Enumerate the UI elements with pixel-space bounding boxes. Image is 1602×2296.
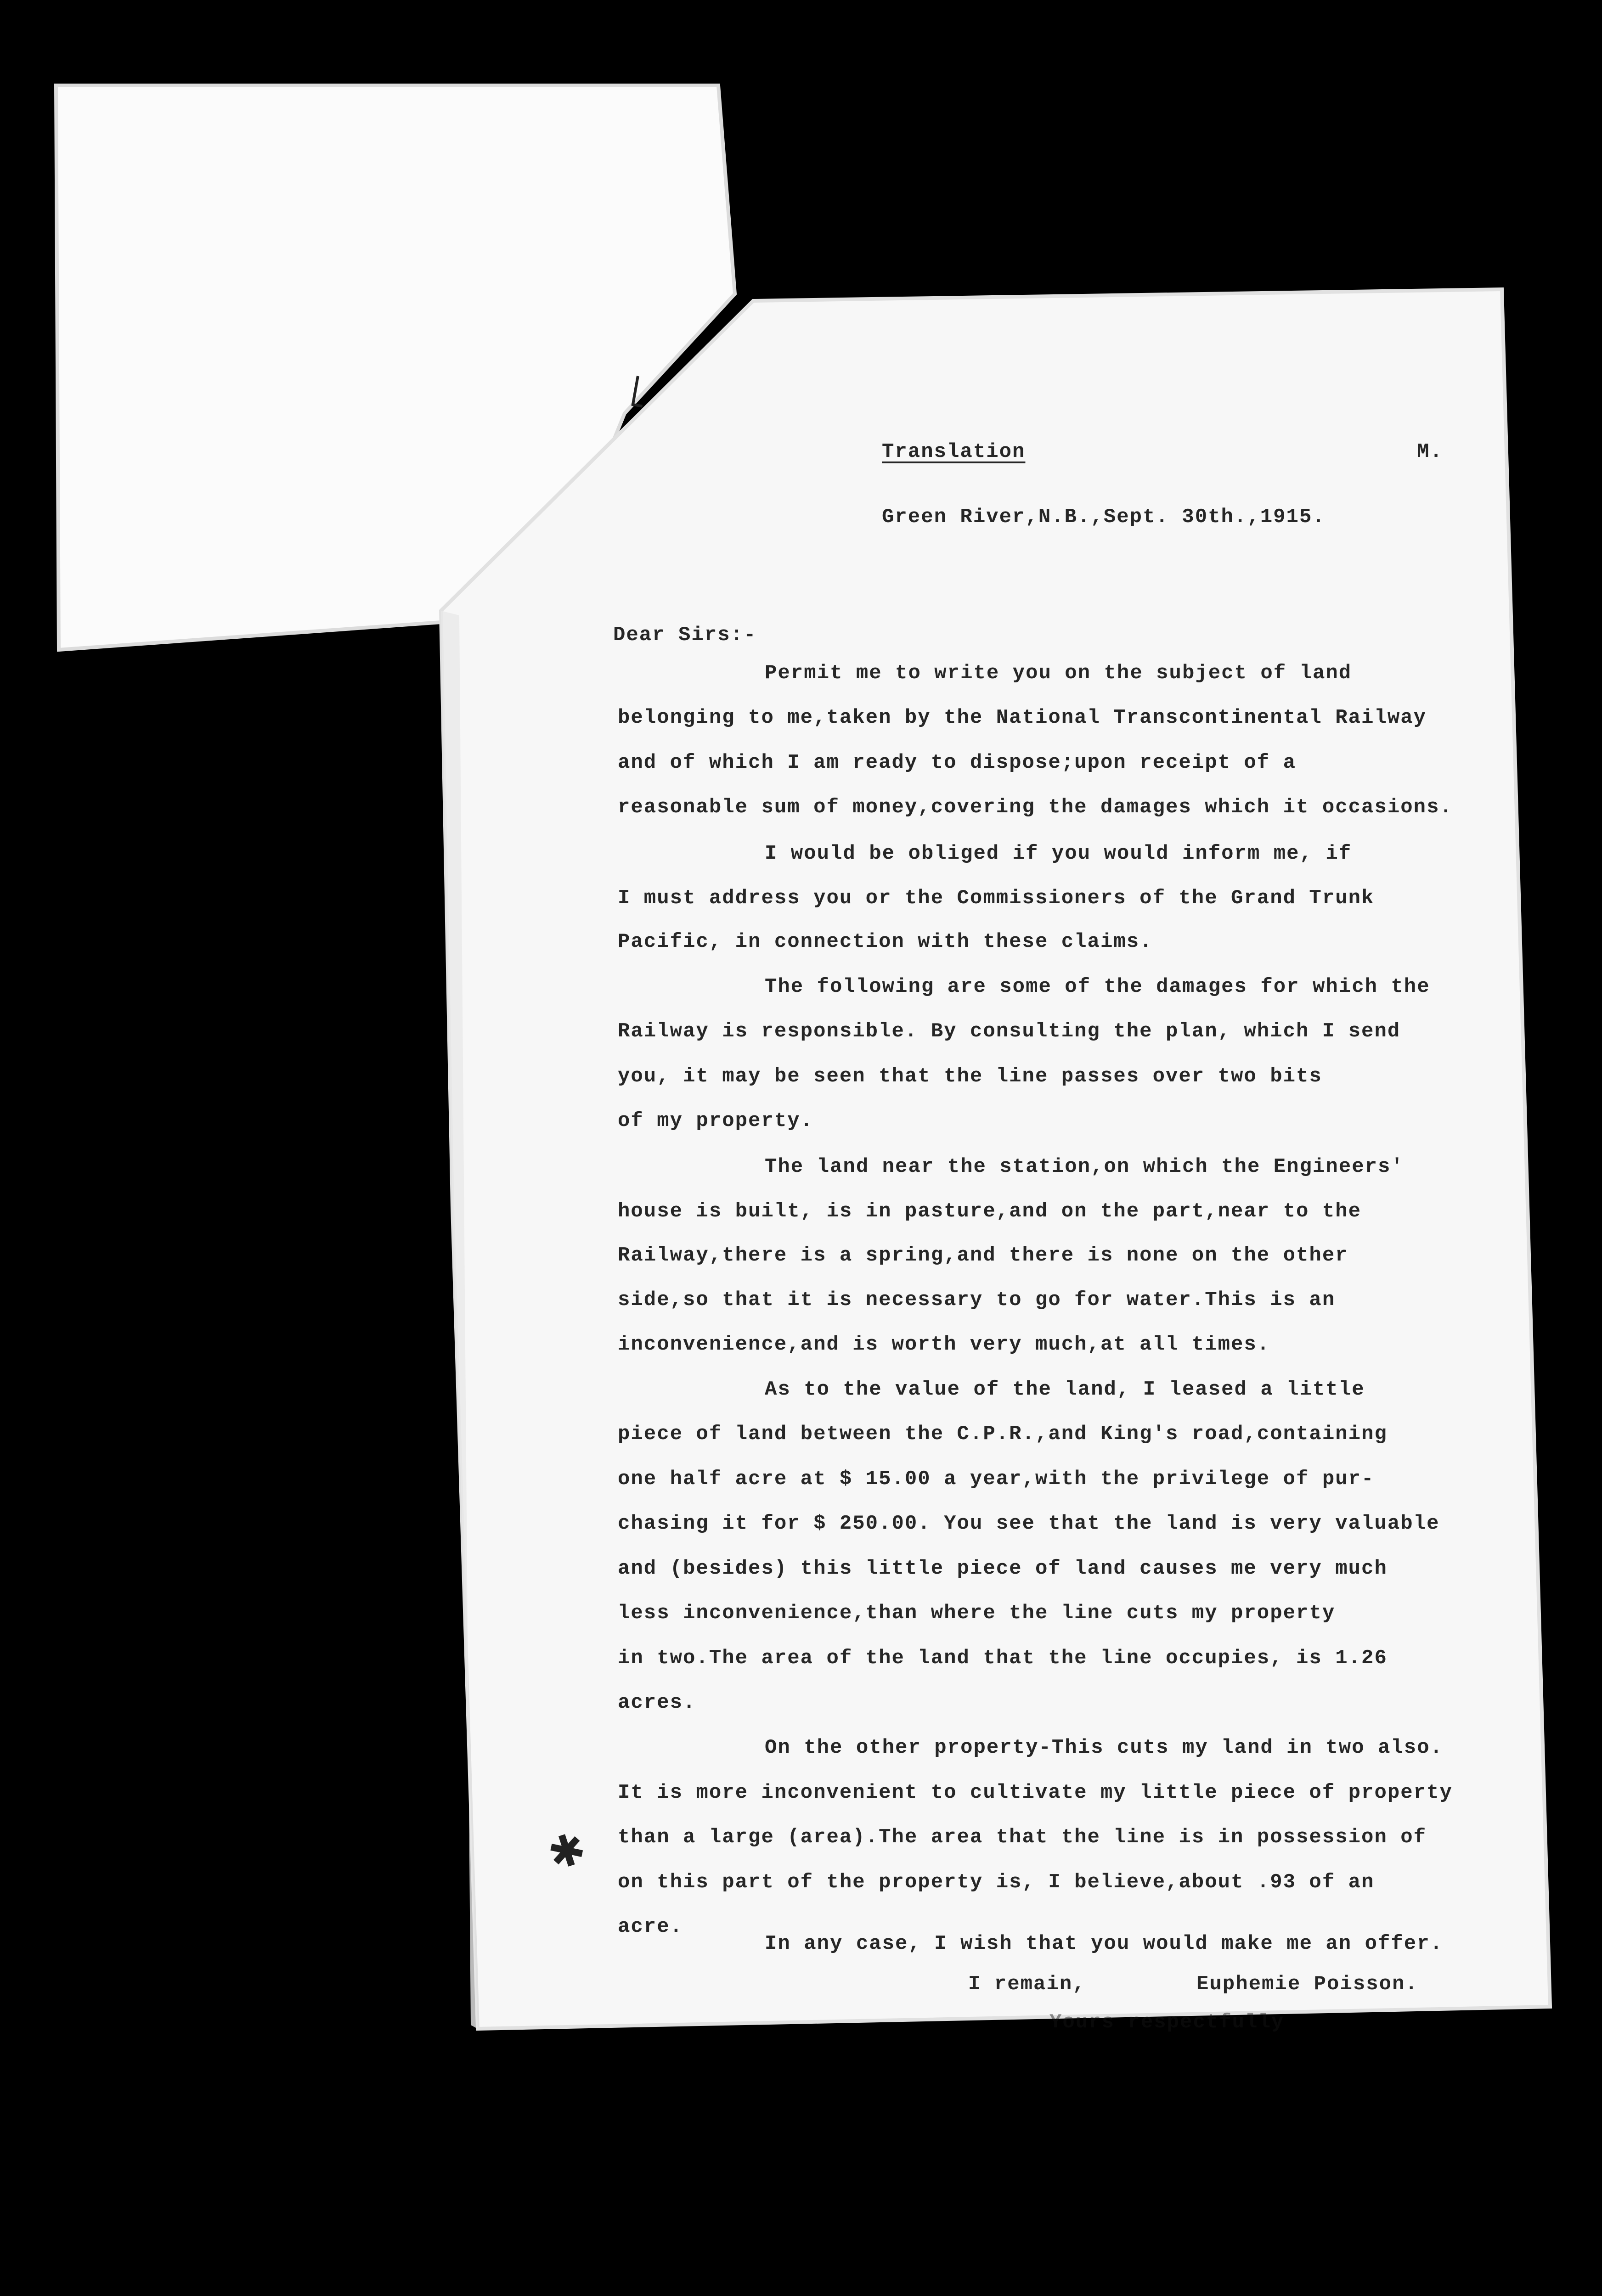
body-line-3: and of which I am ready to dispose;upon receipt of a — [618, 751, 1297, 774]
page-mark: M. — [1417, 440, 1443, 463]
body-line-10: you, it may be seen that the line passes over two bits — [618, 1065, 1322, 1088]
body-line-8: The following are some of the damages for which the — [765, 975, 1430, 998]
body-line-1: Permit me to write you on the subject of land — [765, 662, 1352, 685]
body-line-26: It is more inconvenient to cultivate my little piece of property — [618, 1781, 1453, 1804]
body-line-23: in two.The area of the land that the line occupies, is 1.26 — [618, 1647, 1388, 1670]
i-remain-text: I remain, — [968, 1973, 1086, 1996]
translation-heading: Translation — [882, 440, 1026, 463]
body-line-9: Railway is responsible. By consulting the plan, which I send — [618, 1020, 1401, 1043]
body-line-6: I must address you or the Commissioners of the Grand Trunk — [618, 887, 1375, 910]
body-line-19: one half acre at $ 15.00 a year,with the privilege of pur- — [618, 1468, 1375, 1491]
body-line-22: less inconvenience,than where the line cuts my property — [618, 1602, 1336, 1625]
body-line-17: As to the value of the land, I leased a little — [765, 1378, 1365, 1401]
location-date: Green River,N.B.,Sept. 30th.,1915. — [882, 506, 1326, 529]
closing-line: In any case, I wish that you would make me an offer. — [765, 1932, 1444, 1955]
body-line-20: chasing it for $ 250.00. You see that the land is very valuable — [618, 1512, 1440, 1535]
body-line-15: side,so that it is necessary to go for water.This is an — [618, 1289, 1336, 1311]
handwritten-asterisk-mark: ✱ — [542, 1822, 592, 1881]
body-line-24: acres. — [618, 1691, 696, 1714]
signature-name: Euphemie Poisson. — [1196, 1973, 1418, 1996]
body-line-27: than a large (area).The area that the line is in possession of — [618, 1826, 1427, 1849]
body-line-18: piece of land between the C.P.R.,and King's road,containing — [618, 1423, 1388, 1446]
body-line-5: I would be obliged if you would inform me, if — [765, 842, 1352, 865]
body-line-29: acre. — [618, 1915, 683, 1938]
body-line-21: and (besides) this little piece of land causes me very much — [618, 1557, 1388, 1580]
body-line-28: on this part of the property is, I believe,about .93 of an — [618, 1871, 1375, 1894]
body-line-13: house is built, is in pasture,and on the part,near to the — [618, 1200, 1362, 1223]
body-line-16: inconvenience,and is worth very much,at all times. — [618, 1333, 1270, 1356]
yours-respectfully: Yours respectfully — [1049, 2011, 1285, 2034]
body-line-11: of my property. — [618, 1109, 814, 1132]
body-line-25: On the other property-This cuts my land in two also. — [765, 1736, 1444, 1759]
body-line-14: Railway,there is a spring,and there is none on the other — [618, 1244, 1348, 1267]
body-line-7: Pacific, in connection with these claims. — [618, 930, 1153, 953]
body-line-12: The land near the station,on which the Engineers' — [765, 1155, 1404, 1178]
salutation: Dear Sirs:- — [613, 624, 757, 647]
body-line-2: belonging to me,taken by the National Transcontinental Railway — [618, 706, 1427, 729]
body-line-4: reasonable sum of money,covering the damages which it occasions. — [618, 796, 1453, 819]
